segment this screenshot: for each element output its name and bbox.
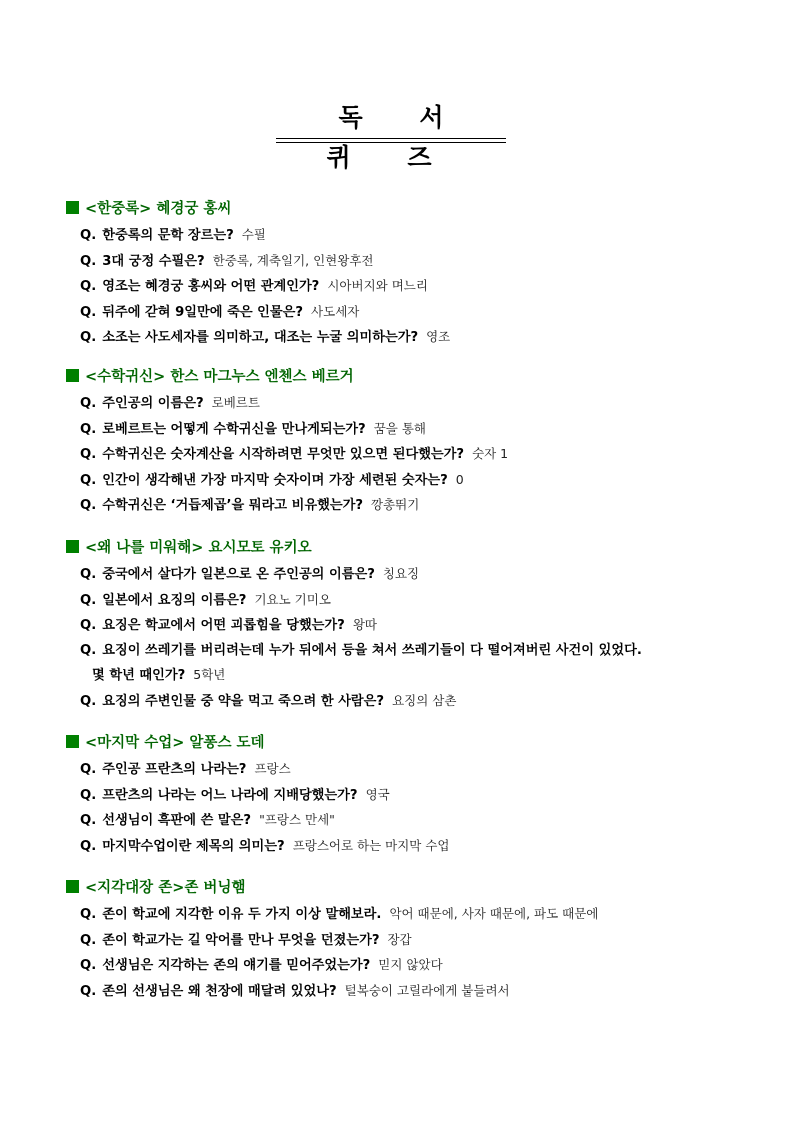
green-square-bullet-icon bbox=[66, 735, 79, 748]
answer: 프랑스어로 하는 마지막 수업 bbox=[292, 837, 450, 853]
answer: 0 bbox=[455, 471, 464, 487]
green-square-bullet-icon bbox=[66, 540, 79, 553]
question-item: Q. 중국에서 살다가 일본으로 온 주인공의 이름은? 칭요징 bbox=[80, 566, 420, 582]
answer: 기요노 기미오 bbox=[254, 591, 331, 607]
answer: 꿈을 통해 bbox=[373, 420, 426, 436]
answer: 수필 bbox=[241, 227, 266, 242]
section-why-hate-me bbox=[66, 538, 766, 714]
green-square-bullet-icon bbox=[66, 201, 79, 214]
answer: 털복숭이 고릴라에게 붙들려서 bbox=[344, 982, 510, 998]
answer: 사도세자 bbox=[311, 303, 360, 319]
answer: 숫자 1 bbox=[472, 446, 509, 461]
section-last-lesson bbox=[66, 733, 766, 859]
question-item: Q. 인간이 생각해낸 가장 마지막 숫자이며 가장 세련된 숫자는? 0 bbox=[80, 471, 464, 488]
question-item: Q. 일본에서 요징의 이름은? 기요노 기미오 bbox=[80, 591, 331, 608]
answer: "프랑스 만세" bbox=[259, 812, 335, 827]
page-title: 독 서 퀴 즈 bbox=[326, 103, 468, 172]
green-square-bullet-icon bbox=[66, 880, 79, 893]
answer: 믿지 않았다 bbox=[378, 957, 443, 972]
answer: 악어 때문에, 사자 때문에, 파도 때문에 bbox=[389, 906, 599, 921]
answer: 영국 bbox=[365, 786, 390, 802]
question-item: Q. 수학귀신은 ‘거듭제곱’을 뭐라고 비유했는가? 깡총뛰기 bbox=[80, 497, 420, 513]
question-item: Q. 선생님은 지각하는 존의 얘기를 믿어주었는가? 믿지 않았다 bbox=[80, 957, 443, 973]
question-item: Q. 요징은 학교에서 어떤 괴롭힘을 당했는가? 왕따 bbox=[80, 617, 377, 633]
question-item: Q. 영조는 혜경궁 홍씨와 어떤 관계인가? 시아버지와 며느리 bbox=[80, 278, 428, 294]
question-item: Q. 선생님이 흑판에 쓴 말은? "프랑스 만세" bbox=[80, 812, 335, 828]
question-item: Q. 3대 궁정 수필은? 한중록, 계축일기, 인현왕후전 bbox=[80, 252, 374, 269]
answer: 깡총뛰기 bbox=[370, 497, 420, 512]
section-math-ghost bbox=[66, 367, 766, 519]
answer: 장갑 bbox=[387, 931, 412, 947]
section-heading: <왜 나를 미워해> 요시모토 유키오 bbox=[66, 538, 766, 558]
answer: 5학년 bbox=[193, 667, 226, 682]
green-square-bullet-icon bbox=[66, 369, 79, 382]
question-item: Q. 프란츠의 나라는 어느 나라에 지배당했는가? 영국 bbox=[80, 786, 390, 803]
section-heading: <마지막 수업> 알퐁스 도데 bbox=[66, 733, 766, 753]
question-item: Q. 로베르트는 어떻게 수학귀신을 만나게되는가? 꿈을 통해 bbox=[80, 420, 426, 437]
answer: 왕따 bbox=[352, 617, 377, 632]
answer: 로베르트 bbox=[211, 395, 260, 410]
section-heading: <한중록> 혜경궁 홍씨 bbox=[66, 199, 766, 219]
section-hanjungnok bbox=[66, 199, 766, 351]
question-item: Q. 존이 학교가는 길 악어를 만나 무엇을 던졌는가? 장갑 bbox=[80, 931, 412, 948]
question-item: Q. 한중록의 문학 장르는? 수필 bbox=[80, 227, 266, 243]
answer: 프랑스 bbox=[254, 761, 291, 776]
answer: 칭요징 bbox=[382, 566, 420, 581]
question-item: Q. 요징의 주변인물 중 약을 먹고 죽으려 한 사람은? 요징의 삼촌 bbox=[80, 692, 457, 709]
question-item: Q. 마지막수업이란 제목의 의미는? 프랑스어로 하는 마지막 수업 bbox=[80, 837, 450, 854]
question-item: Q. 수학귀신은 숫자계산을 시작하려면 무엇만 있으면 된다했는가? 숫자 1 bbox=[80, 446, 509, 462]
section-heading: <수학귀신> 한스 마그누스 엔첸스 베르거 bbox=[66, 367, 766, 387]
question-item: Q. 주인공의 이름은? 로베르트 bbox=[80, 395, 260, 411]
question-item: Q. 소조는 사도세자를 의미하고, 대조는 누굴 의미하는가? 영조 bbox=[80, 329, 451, 345]
question-item: Q. 존의 선생님은 왜 천장에 매달려 있었나? 털복숭이 고릴라에게 붙들려서 bbox=[80, 982, 510, 999]
answer: 영조 bbox=[426, 329, 451, 344]
question-item: Q. 주인공 프란츠의 나라는? 프랑스 bbox=[80, 761, 291, 777]
question-item: Q. 존이 학교에 지각한 이유 두 가지 이상 말해보라. 악어 때문에, 사자 때문에, 파도 때문에 bbox=[80, 906, 599, 922]
title-double-underline bbox=[276, 138, 506, 143]
section-heading: <지각대장 존>존 버닝햄 bbox=[66, 878, 766, 898]
question-item: Q. 요징이 쓰레기를 버리려는데 누가 뒤에서 등을 쳐서 쓰레기들이 다 떨어져버린 사건이 있었다. 몇 학년 때인가? 5학년 bbox=[80, 642, 642, 683]
section-late-john bbox=[66, 878, 766, 1004]
question-item: Q. 뒤주에 갇혀 9일만에 죽은 인물은? 사도세자 bbox=[80, 303, 360, 320]
answer: 시아버지와 며느리 bbox=[327, 278, 428, 293]
answer: 한중록, 계축일기, 인현왕후전 bbox=[212, 252, 374, 268]
answer: 요징의 삼촌 bbox=[392, 692, 457, 708]
